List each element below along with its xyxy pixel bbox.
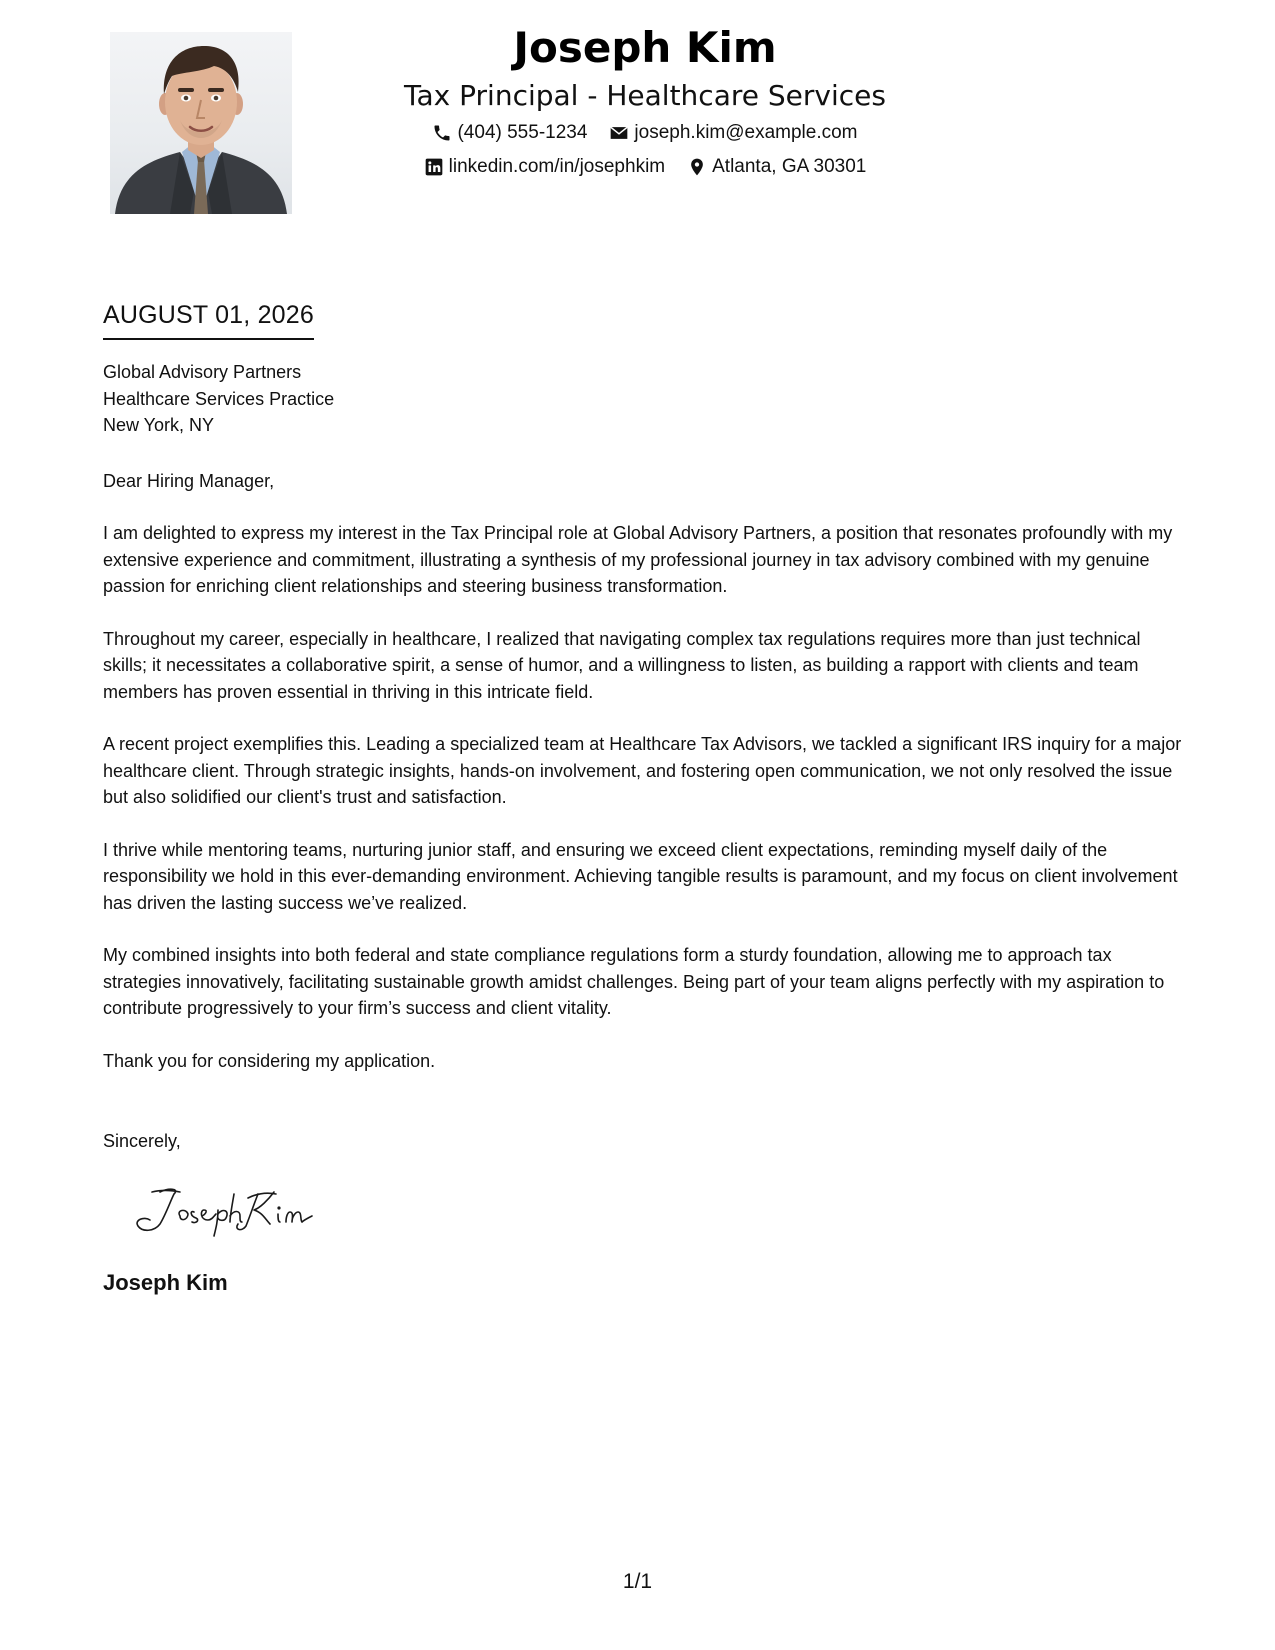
applicant-name: Joseph Kim: [513, 23, 777, 72]
body-paragraph-1: I am delighted to express my interest in the Tax Principal role at Global Advisory Partners, a position that resonates profoundly with my extensive experience and commitment, illustrating a synthesis of my professional journey in tax advisory combined with my genuine passion for enriching client relationships and steering business transformation.: [103, 523, 1173, 596]
page-number: 1/1: [622, 1570, 653, 1593]
contact-row-secondary: [380, 152, 910, 182]
body-paragraph-2: Throughout my career, especially in healthcare, I realized that navigating complex tax regulations requires more than just technical skills; it necessitates a collaborative spirit, a sense of humor, and a willingness to listen, as building a rapport with clients and team members has proven essential in thriving in this intricate field.: [103, 628, 1141, 702]
linkedin-text: linkedin.com/in/josephkim: [448, 156, 666, 177]
linkedin-icon: [424, 157, 444, 177]
envelope-icon: [609, 123, 629, 143]
body-paragraph-5: My combined insights into both federal and state compliance regulations form a sturdy foundation, allowing me to approach tax strategies innovatively, facilitating sustainable growth amidst challenges. Being part of your team aligns perfectly with my aspiration to contribute progressively to your firm’s success and client vitality.: [103, 945, 1165, 1018]
signoff: Sincerely,: [103, 1131, 181, 1151]
contact-location: [687, 152, 866, 182]
location-text: Atlanta, GA 30301: [712, 156, 867, 177]
contact-linkedin[interactable]: [424, 152, 666, 182]
contact-phone[interactable]: [432, 118, 587, 148]
body-paragraph-4: I thrive while mentoring teams, nurturing junior staff, and ensuring we exceed client expectations, reminding myself daily of the responsibility we hold in this ever-demanding environment. Achieving tangible results is paramount, and my focus on client involvement has driven the lasting success we’ve realized.: [103, 839, 1178, 913]
map-pin-icon: [687, 157, 707, 177]
contact-email[interactable]: [609, 118, 857, 148]
profile-photo: [110, 32, 292, 214]
phone-text: (404) 555-1234: [457, 122, 588, 143]
signer-name: Joseph Kim: [103, 1270, 228, 1295]
letter-date: AUGUST 01, 2026: [103, 298, 314, 340]
header: [380, 18, 910, 182]
letter-body: [103, 520, 1183, 1100]
handwritten-signature: [130, 1180, 340, 1240]
recipient-department: Healthcare Services Practice: [103, 388, 335, 409]
email-text: joseph.kim@example.com: [634, 122, 858, 143]
recipient-company: Global Advisory Partners: [103, 362, 302, 382]
closing-thanks: Thank you for considering my application.: [103, 1050, 436, 1071]
job-title: Tax Principal - Healthcare Services: [404, 79, 886, 112]
salutation: Dear Hiring Manager,: [103, 471, 275, 491]
phone-icon: [432, 123, 452, 143]
portrait-illustration: [110, 32, 292, 214]
recipient-block: [103, 359, 334, 439]
contact-row-primary: [380, 118, 910, 148]
body-paragraph-3: A recent project exemplifies this. Leading a specialized team at Healthcare Tax Advisors, we tackled a significant IRS inquiry for a major healthcare client. Through strategic insights, hands-on involvement, and fostering open communication, we not only resolved the issue but also solidified our client's trust and satisfaction.: [103, 734, 1182, 807]
recipient-location: New York, NY: [103, 415, 215, 435]
